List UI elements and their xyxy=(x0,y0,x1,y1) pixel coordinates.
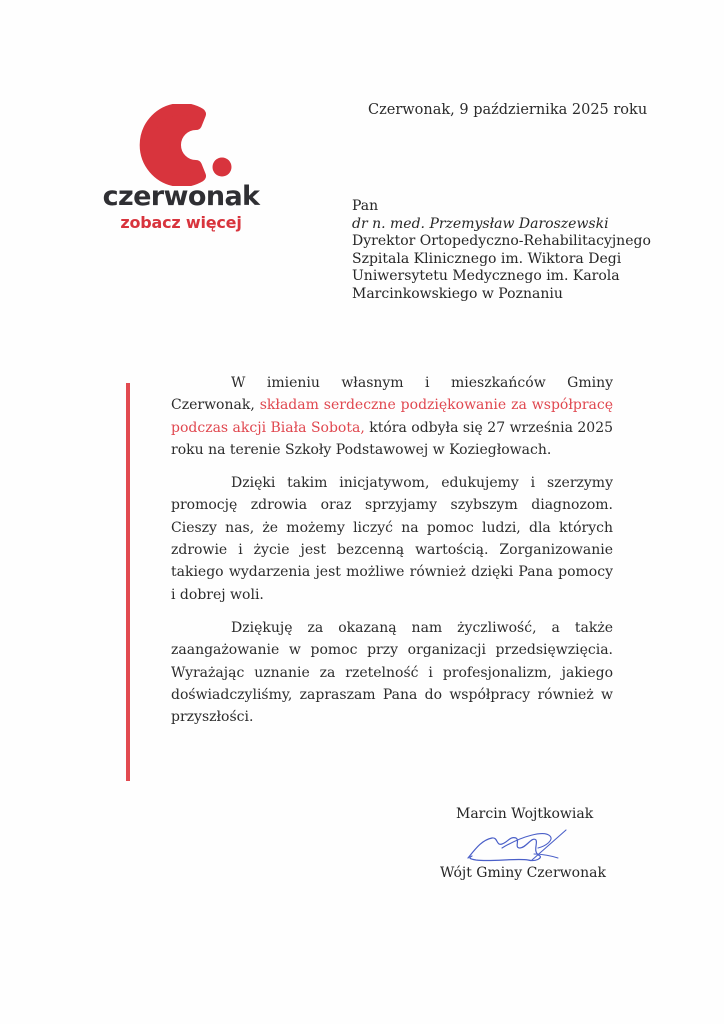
paragraph-3: Dziękuję za okazaną nam życzliwość, a także zaangażowanie w pomoc przy organizacji przedsięwzięcia. Wyrażając uznanie za rzetelność i profesjonalizm, jakiego doświadczyliśmy, zapraszam Pana do współpracy również w przyszłości. xyxy=(171,619,613,726)
addressee-line: Uniwersytetu Medycznego im. Karola xyxy=(352,268,620,284)
logo-tagline: zobacz więcej xyxy=(120,213,242,232)
logo-c-mark-icon xyxy=(138,104,238,186)
paragraph-1-highlight: składam serdeczne podziękowanie za współpracę podczas akcji Biała Sobota, xyxy=(171,397,614,436)
paragraph-2: Dzięki takim inicjatywom, edukujemy i szerzymy promocję zdrowia oraz sprzyjamy szybszym diagnozom. Cieszy nas, że możemy liczyć na pomoc ludzi, dla których zdrowie i życie jest bezcenną wartością. Zorganizowanie takiego wydarzenia jest możliwe również dzięki Pana pomocy i dobrej woli. xyxy=(171,475,613,603)
addressee-block xyxy=(352,198,652,303)
letter-body xyxy=(171,372,613,739)
czerwonak-logo xyxy=(90,100,270,240)
signer-name: Marcin Wojtkowiak xyxy=(456,806,594,822)
place-date: Czerwonak, 9 października 2025 roku xyxy=(368,102,648,118)
addressee-line: Marcinkowskiego w Poznaniu xyxy=(352,285,563,302)
logo-c-shape xyxy=(146,109,200,181)
signature-block xyxy=(440,800,640,890)
paragraph-1 xyxy=(171,372,613,461)
logo-wordmark: czerwonak xyxy=(102,181,260,212)
paragraph-1-intro: W imieniu własnym i mieszkańców Gminy Czerwonak, xyxy=(171,375,613,414)
red-accent-bar xyxy=(126,383,130,781)
addressee-line: Szpitala Klinicznego im. Wiktora Degi xyxy=(352,250,622,267)
addressee-name: dr n. med. Przemysław Daroszewski xyxy=(352,215,609,232)
signer-role: Wójt Gminy Czerwonak xyxy=(440,865,606,881)
paragraph-1-rest: która odbyła się 27 września 2025 roku na terenie Szkoły Podstawowej w Koziegłowach. xyxy=(171,419,614,458)
addressee-line: Dyrektor Ortopedyczno-Rehabilitacyjnego xyxy=(352,233,651,249)
handwritten-signature xyxy=(462,826,572,866)
addressee-salutation: Pan xyxy=(352,198,379,214)
logo-dot xyxy=(213,158,232,177)
